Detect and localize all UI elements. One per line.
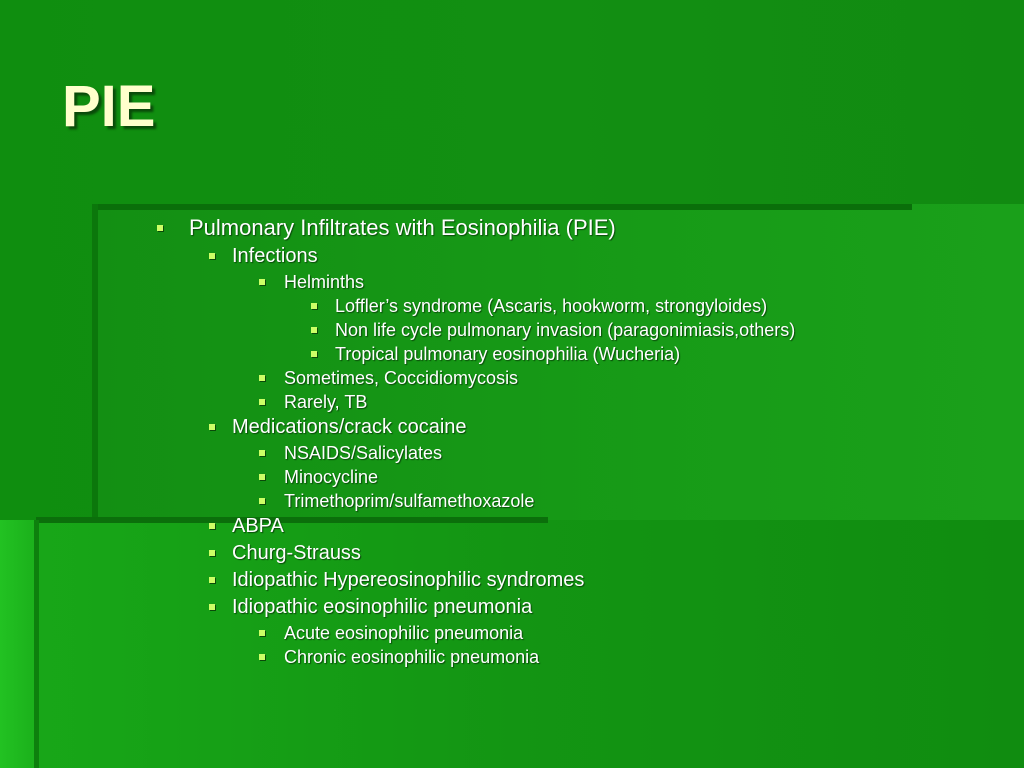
bullet-item-level-2 [0, 594, 1000, 621]
bullet-item-level-4 [0, 318, 1000, 342]
square-bullet-icon [311, 351, 317, 357]
square-bullet-icon [311, 327, 317, 333]
bullet-item-level-3 [0, 441, 1000, 465]
bullet-item-level-3 [0, 465, 1000, 489]
bullet-item-level-1 [0, 213, 1000, 243]
bullet-item-level-4 [0, 342, 1000, 366]
square-bullet-icon [209, 550, 215, 556]
bullet-text: Trimethoprim/sulfamethoxazole [284, 491, 535, 511]
bullet-text: NSAIDS/Salicylates [284, 443, 443, 463]
square-bullet-icon [259, 474, 265, 480]
bullet-text: Non life cycle pulmonary invasion (paragonimiasis,others) [335, 320, 796, 340]
bullet-item-level-3 [0, 366, 1000, 390]
bullet-text: ABPA [232, 515, 284, 537]
bullet-item-level-3 [0, 621, 1000, 645]
bullet-item-level-3 [0, 645, 1000, 669]
square-bullet-icon [259, 498, 265, 504]
bullet-text: Rarely, TB [284, 392, 368, 412]
bullet-text: Acute eosinophilic pneumonia [284, 623, 524, 643]
bullet-text: Churg-Strauss [232, 542, 361, 564]
square-bullet-icon [259, 630, 265, 636]
bullet-item-level-2 [0, 540, 1000, 567]
square-bullet-icon [209, 523, 215, 529]
square-bullet-icon [209, 604, 215, 610]
square-bullet-icon [259, 375, 265, 381]
square-bullet-icon [209, 424, 215, 430]
bullet-item-level-3 [0, 390, 1000, 414]
square-bullet-icon [157, 225, 163, 231]
bullet-text: Pulmonary Infiltrates with Eosinophilia (PIE) [189, 215, 616, 240]
square-bullet-icon [259, 654, 265, 660]
bullet-text: Minocycline [284, 467, 379, 487]
bullet-item-level-4 [0, 294, 1000, 318]
bullet-item-level-2 [0, 243, 1000, 270]
bullet-item-level-3 [0, 489, 1000, 513]
bullet-text: Infections [232, 245, 318, 267]
square-bullet-icon [209, 577, 215, 583]
bullet-item-level-2 [0, 513, 1000, 540]
bullet-text: Helminths [284, 272, 365, 292]
bullet-item-level-2 [0, 414, 1000, 441]
bullet-text: Chronic eosinophilic pneumonia [284, 647, 540, 667]
square-bullet-icon [259, 279, 265, 285]
bullet-text: Sometimes, Coccidiomycosis [284, 368, 519, 388]
bullet-item-level-2 [0, 567, 1000, 594]
decorative-line-top [96, 204, 912, 210]
square-bullet-icon [311, 303, 317, 309]
bullet-text: Idiopathic eosinophilic pneumonia [232, 596, 533, 618]
square-bullet-icon [209, 253, 215, 259]
bullet-text: Idiopathic Hypereosinophilic syndromes [232, 569, 585, 591]
bullet-text: Tropical pulmonary eosinophilia (Wucheria) [335, 344, 681, 364]
bullet-list [0, 213, 1000, 669]
bullet-text: Loffler’s syndrome (Ascaris, hookworm, strongyloides) [335, 296, 768, 316]
bullet-text: Medications/crack cocaine [232, 416, 467, 438]
bullet-item-level-3 [0, 270, 1000, 294]
slide-title: PIE [62, 74, 156, 139]
square-bullet-icon [259, 450, 265, 456]
square-bullet-icon [259, 399, 265, 405]
